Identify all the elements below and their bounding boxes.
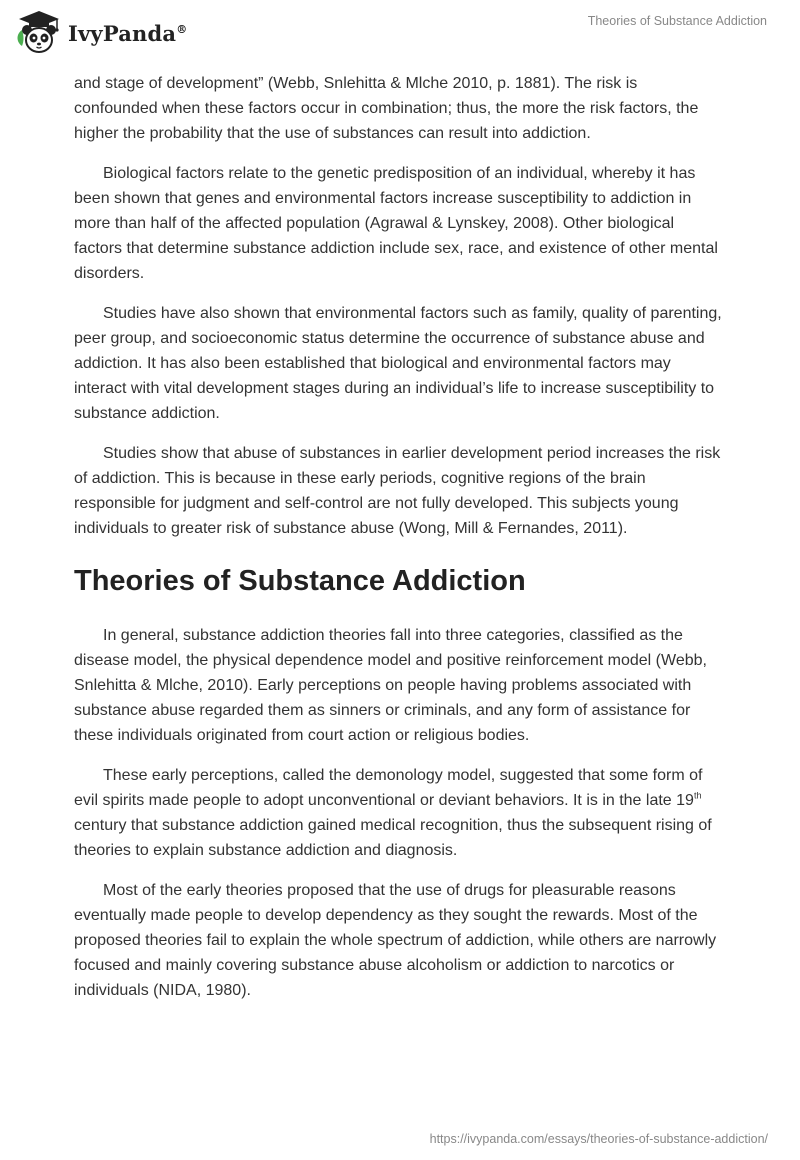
- header-document-title: Theories of Substance Addiction: [587, 14, 767, 28]
- section-heading: Theories of Substance Addiction: [74, 565, 526, 597]
- paragraph-early-theories: Most of the early theories proposed that the use of drugs for pleasurable reasons eventually made people to develop dependency as they sought the rewards. Most of the proposed theories fail to explain the whole spectrum of addiction, while others are narrowly focused and mainly covering substance abuse alcoholism or addiction to narcotics or individuals (NIDA, 1980).: [74, 882, 717, 999]
- essay-content: [74, 71, 724, 1018]
- paragraph-environmental-factors: Studies have also shown that environmental factors such as family, quality of parenting, peer group, and socioeconomic status determine the occurrence of substance abuse and addiction. It has also been established that biological and environmental factors may interact with vital development stages during an individual’s life to increase susceptibility to substance addiction.: [74, 305, 722, 422]
- page-header: [0, 0, 800, 70]
- paragraph-development-period: Studies show that abuse of substances in earlier development period increases the risk of addiction. This is because in these early periods, cognitive regions of the brain responsible for judgment and self-control are not fully developed. This subjects young individuals to greater risk of substance abuse (Wong, Mill & Fernandes, 2011).: [74, 445, 721, 537]
- paragraph-text: These early perceptions, called the demonology model, suggested that some form of evil spirits made people to adopt unconventional or deviant behaviors. It is in the late 19: [74, 767, 703, 809]
- ivypanda-logo[interactable]: [14, 8, 187, 58]
- footer-source-url[interactable]: https://ivypanda.com/essays/theories-of-substance-addiction/: [429, 1132, 768, 1146]
- paragraph-theory-categories: In general, substance addiction theories fall into three categories, classified as the disease model, the physical dependence model and positive reinforcement model (Webb, Snlehitta & Mlche, 2010). Early perceptions on people having problems associated with substance abuse regarded them as sinners or criminals, and any form of assistance for these individuals originated from court action or religious bodies.: [74, 627, 707, 744]
- paragraph-biological-factors: Biological factors relate to the genetic predisposition of an individual, whereby it has been shown that genes and environmental factors increase susceptibility to addiction in more than half of the affected population (Agrawal & Lynskey, 2008). Other biological factors that determine substance addiction include sex, race, and existence of other mental disorders.: [74, 165, 718, 282]
- ordinal-superscript: th: [693, 790, 702, 801]
- paragraph-continuation: and stage of development” (Webb, Snlehitta & Mlche 2010, p. 1881). The risk is confounded when these factors occur in combination; thus, the more the risk factors, the higher the probability that the use of substances can result into addiction.: [74, 75, 699, 142]
- brand-name: IvyPanda®: [68, 20, 188, 46]
- paragraph-demonology-model: [74, 763, 724, 863]
- trademark-symbol: ®: [176, 22, 188, 36]
- paragraph-text: century that substance addiction gained medical recognition, thus the subsequent rising of theories to explain substance addiction and diagnosis.: [74, 817, 712, 859]
- panda-graduate-icon: [14, 8, 64, 58]
